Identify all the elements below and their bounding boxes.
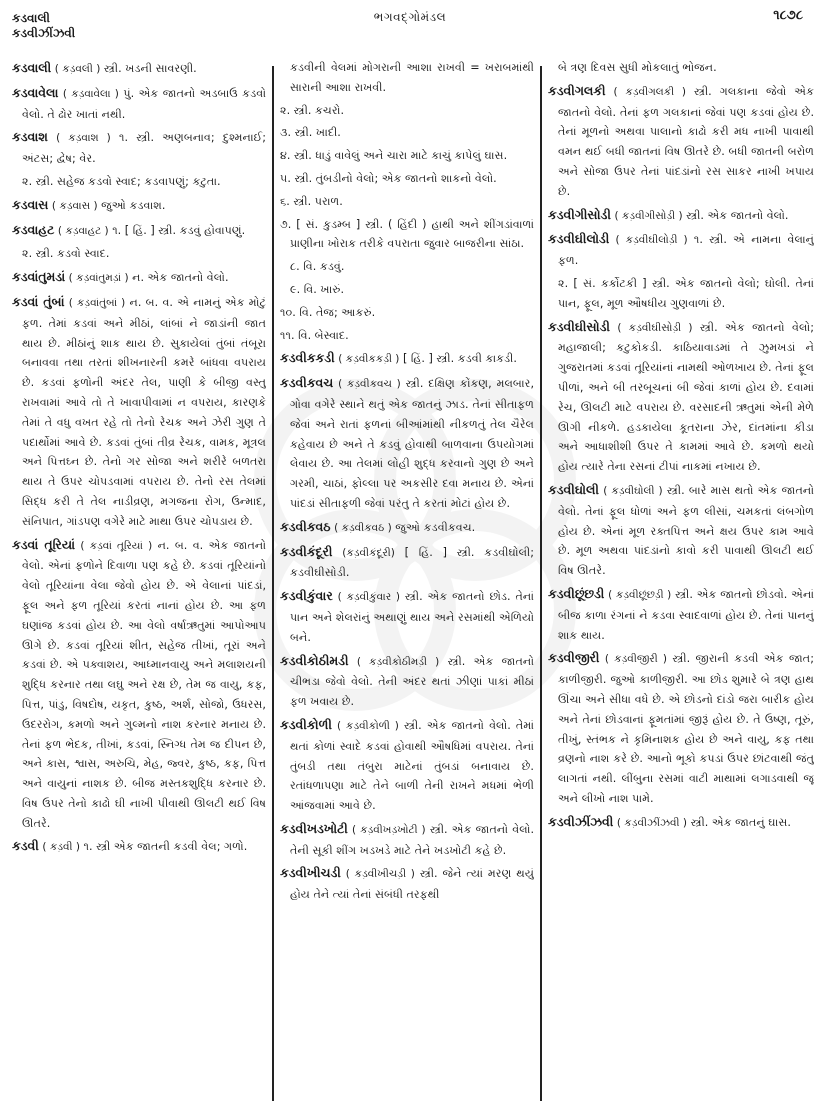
definition: જુઓ કડવાશ. [101,198,166,212]
definition: જુઓ કડવીકવચ. [395,520,476,534]
headword: કડવીકોળી [280,716,332,732]
pronunciation: ( કડ઼વી ) [42,841,80,854]
headword: કડવીકંદૂરી [280,543,333,559]
sub-sense: ૨. સ્ત્રી. કડવો સ્વાદ. [22,247,110,261]
headword: કડવાલી [12,60,52,75]
definition: સ્ત્રી. જીરાની કડવી એક જાત; કાળીજીરી. જુઓ કાળીજીરી. આ છોડ શુમારે બે ત્રણ હાથ ઊંચા અને સીધા વધે છે. એ છોડનો દાંડો જરા બારીક હોય અને તેનાં છોડવાનાં ફૂમતાંમાં જીરૂં હોય છે. તે ઉષ્ણ, તૂરું, તીખું, સ્તંભક ને કૃમિનાશક હોય છે અને વાયુ, કફ તથા વ્રણનો નાશ કરે છે. આનો ભૂકો કપડાં ઉપર છાંટવાથી જંતુ લાગતાં નથી. લીંબુના રસમાં વાટી માથામાં લગાડવાથી જૂ અને લીખો નાશ પામે. [558,652,814,805]
headword: કડવાવેલા [12,84,59,100]
dictionary-columns [0,58,825,1105]
definition: ૧. સ્ત્રી. અણબનાવ; દુશ્મનાઈ; અંટસ; દ્વેષ; વેર. [22,131,266,166]
headword: કડવાં તૂરિયાં [12,536,76,552]
sub-sense: ૪. સ્ત્રી. ધાડું વાવેલું અને ચારા માટે કાચું કાપેલું ઘાસ. [280,149,508,163]
pronunciation: ( કડ઼વીકોળી ) [336,719,399,732]
dictionary-entry [548,812,814,834]
definition: સ્ત્રી. એક જાતનો ચીભડા જેવો વેલો. તેની અંદર થતાં ઝીણાં પાકાં મીઠાં ફળ ખવાય છે. [290,654,534,709]
definition: ૧. સ્ત્રી એક જાતની કડવી વેલ; ગળો. [83,840,248,854]
definition: પું. એક જાતનો અડબાઉ કડવો વેલો. તે ઢોર ખાતાં નથી. [22,86,266,121]
definition: સ્ત્રી. એક જાતનો વેલો. તેમાં થતાં કોળાં સ્વાદે કડવાં હોવાથી ઔષધિમાં વપરાય. તેનાં તુંબડી તથા તંબુરા માટેનાં તુંબડાં બનાવાય છે. રતાંધળાપણા માટે તેને બાળી તેની રાખને મધમાં ભેળી આંજવામાં આવે છે. [290,718,534,813]
definition: સ્ત્રી. એક જાતનો વેલો; મહાજાલી; કટુકોકડી. કાઠિયાવાડમાં તે ઝુમખડાં ને ગુજરાતમાં કડવાં તૂરિયાંનાં નામથી ઓળખાય છે. તેનાં ફૂલ પીળાં, અને બી તરબૂચનાં બી જેવાં કાળાં હોય છે. દવામાં રેચ, ઊલટી માટે વપરાય છે. વરસાદની ઋતુમાં એની મેળે ઊગી નીકળે. હડકાયેલા કૂતરાના ઝેર, દાંતમાંના કીડા અને આધાશીશી ઉપર તે કામમાં આવે છે. કમળો થયો હોય ત્યારે તેના રસનાં ટીપાં નાકમાં નખાય છે. [558,320,814,474]
column-2 [280,58,534,1098]
headword: કડવીકુંવાર [280,588,333,604]
dictionary-entry [12,127,266,169]
pronunciation: ( કડ઼વાંતુંબાં ) [68,296,126,309]
definition: સ્ત્રી. બારે માસ થતો એક જાતનો વેલો. તેનાં ફૂલ ધોળાં અને ફળ લીસાં, ચમકતાં લંબગોળ હોય છે. એનાં મૂળ રક્તપિત્ત અને ક્ષય ઉપર કામ આવે છે. મૂળ અથવા પાંદડાંનો કાવો કરી પાવાથી ઊલટી થઈ વિષ ઊતરે. [558,483,814,578]
dictionary-entry [280,715,534,816]
column-3 [548,58,814,1098]
dictionary-entry [12,267,266,289]
dictionary-entry [548,229,814,271]
sub-sense: ૮. વિ. કડવું. [290,260,345,274]
pronunciation: ( કડ઼વલી ) [54,63,101,75]
dictionary-entry [548,584,814,645]
sub-sense: ૧૧. વિ. બેસ્વાદ. [280,328,349,342]
page-number: ૧૮૭૮ [773,8,803,23]
pronunciation: ( કડ઼વીઘીસોડ઼ી ) [617,321,693,334]
definition: [ હિં. ] સ્ત્રી. કડવીઘોલી; કડવીઘીસોડી. [290,545,534,580]
dictionary-entry [548,81,814,202]
guide-word-last: કડવીઝીંઝવી [12,26,76,40]
headword: કડવીકવઠ [280,518,331,534]
pronunciation: ( કડ઼વીકોઠીમડ઼ી ) [356,655,440,668]
dictionary-entry [12,836,266,858]
continued-definition: કડવીની વેલમાં મોગરાની આશા રાખવી = ખરાબમાંથી સારાની આશા રાખવી. [290,61,534,94]
pronunciation: ( કડ઼વીકકડ઼ી ) [338,353,400,366]
page-header [0,0,825,56]
dictionary-entry [12,195,266,217]
dictionary-entry [12,292,266,532]
pronunciation: (કડ઼વીકંદૂરી) [342,546,395,559]
headword: કડવી [12,838,39,854]
book-title: ભગવદ્ગોમંડલ [373,10,447,24]
headword: કડવીકકડી [280,350,335,366]
definition: સ્ત્રી. એક જાતનો છોડવો. એનાં બીજ કાળા રંગનાં ને કડવા સ્વાદવાળાં હોય છે. તેનાં પાનનું શાક થાય. [558,587,814,642]
sub-sense: ૯. વિ. ખારું. [290,282,345,296]
pronunciation: ( કડ઼વાશ ) [56,132,111,145]
sub-sense: ૫. સ્ત્રી. તુંબડીનો વેલો; એક જાતનો શાકનો વેલો. [280,171,497,185]
sub-sense: ૧૦. વિ. તેજ; આકરું. [280,305,376,319]
pronunciation: ( કડ઼વીકુંવાર ) [337,591,400,604]
headword: કડવીછૂંછડી [548,585,605,601]
sub-sense: ૬. સ્ત્રી. પરાળ. [280,194,343,208]
sub-sense: ૩. સ્ત્રી. ખાદી. [280,126,341,140]
pronunciation: ( કડ઼વીગીસોડ઼ી ) [614,209,683,222]
headword: કડવીગીસોડી [548,206,611,222]
dictionary-entry [548,205,814,227]
definition: ન. બ. વ. એક જાતનો વેલો. એનાં ફળોને દિવાળા પણ કહે છે. કડવાં તૂરિયાંનો વેલો તૂરિયાંના વેલા જેવો હોય છે. એ વેલાનાં પાંદડાં, ફૂલ અને ફળ તૂરિયાં કરતાં નાનાં હોય છે. આ ફળ ઘણાંજ કડવાં હોય છે. આ વેલો વર્ષાઋતુમાં આપોઆપ ઊગે છે. કડવાં તૂરિયાં શીત, સહેજ તીખાં, તૂરાં અને કડવાં છે. એ પક્વાશય, આધ્માનવાયુ અને મલાશયની શુદ્ધિ કરનાર તથા લઘુ અને રક્ષ છે, તેમ જ વાયુ, કફ, પિત્ત, પાંડુ, વિષદોષ, યકૃત, કુષ્ઠ, અર્શ, સોજો, ઉધરસ, ઉદરરોગ, કમળો અને ગુલ્મનો નાશ કરનાર મનાય છે. તેનાં ફળ ભેદક, તીખાં, કડવાં, સ્નિગ્ધ તેમ જ દીપન છે, અને કાસ, શ્વાસ, અરુચિ, મેહ, જ્વર, કુષ્ઠ, કફ, પિત્ત અને વાયુનાં નાશક છે. બીજ મસ્તકશુદ્ધિ કરનાર છે. વિષ ઉપર તેનો કાઢો ઘી નાખી પીવાથી ઊલટી થઈ વિષ ઊતરે. [22,538,266,830]
definition: ન. બ. વ. એ નામનું એક મોટું ફળ. તેમાં કડવાં અને મીઠાં, લાંબાં ને જાડાંની જાત થાય છે. મીઠાંનું શાક થાય છે. સુકાયેલાં તુંબાં તંબૂરા બનાવવા તથા તરતાં શીખનારની કમરે બાંધવા વપરાય છે. કડવાં ફળોની અંદર તેલ, પાણી કે બીજી વસ્તુ રાખવામાં આવે તો તે ખાવાપીવામાં ન વપરાય, કારણકે તેમાં તે વધુ વખત રહે તો તેનો રેચક અને ઝેરી ગુણ તે પદાર્થોમાં આવે છે. કડવાં તુંબાં તીવ્ર રેચક, વામક, મૂત્રલ અને પિત્તઘ્ન છે. તેનો ગર સોજા અને શરીરે બળતરા થાય તે ઉપર ચોપડવામાં વપરાય છે. તેનો રસ તેલમાં સિદ્ધ કરી તે તેલ નાડીવ્રણ, મગજના રોગ, ઉન્માદ, સંનિપાત, ગાંડપણ વગેરે માટે માથા ઉપર ચોપડાય છે. [22,295,266,528]
column-divider [540,66,542,1101]
definition: સ્ત્રી. એક જાતનું ઘાસ. [690,815,791,829]
pronunciation: ( કડ઼વીઝીંઝવી ) [616,816,687,829]
headword: કડવાં તુંબાં [12,293,65,309]
headword: કડવીઘોલી [548,481,599,497]
headword: કડવીખડખોટી [280,820,348,836]
sub-sense: ૭. [ સં. કુડમ્બ ] સ્ત્રી. ( હિંદી ) હાથી અને શીંગડાંવાળાં પ્રાણીના ખોરાક તરીકે વપરાતા જુવાર બાજરીના સાંઠા. [280,217,534,251]
definition: સ્ત્રી. ગલકાના જેવો એક જાતનો વેલો. તેનાં ફળ ગલકાનાં જેવાં પણ કડવાં હોય છે. તેનાં મૂળનો અથવા પાલાનો કાઢો કરી મધ નાખી પાવાથી વમન થઈ બધી જાતનાં વિષ ઊતરે છે. બધી જાતની બરોળ અને સોજા ઉપર તેનાં પાંદડાંનો રસ સાકર નાખી ખપાય છે. [558,84,814,198]
pronunciation: ( કડ઼વાસ ) [51,199,98,212]
pronunciation: ( કડ઼વીજીરી ) [604,653,667,666]
pronunciation: ( કડ઼વાહટ ) [57,224,109,237]
headword: કડવાશ [12,129,48,145]
definition: સ્ત્રી. દક્ષિણ કોંકણ, મલબાર, ગોવા વગેરે સ્થાને થતું એક જાતનું ઝાડ. તેનાં સીતાફળ જેવાં અને રાતાં ફળનાં બીઆંમાંથી નીકળતું તેલ ચૈરેલ કહેવાય છે અને તે કડવું હોવાથી બાળવાના ઉપયોગમાં લેવાય છે. આ તેલમાં લોહી શુદ્ધ કરવાનો ગુણ છે અને ગરમી, ચાઠાં, ફોલ્લા પર અકસીર દવા મનાય છે. એનાં પાંદડાં સીતાફળી જેવાં પરંતુ તે કરતાં મોટાં હોય છે. [290,377,534,510]
sub-sense: ૨. સ્ત્રી. સહેજ કડવો સ્વાદ; કડવાપણું; કટુતા. [22,174,221,188]
headword: કડવાસ [12,196,49,212]
dictionary-entry [280,586,534,647]
dictionary-entry [548,480,814,581]
headword: કડવાંતુમડાં [12,269,66,285]
column-1 [12,58,266,1098]
definition: સ્ત્રી. ખડની સાવરણી. [103,62,197,75]
pronunciation: ( કડ઼વીગલકી ) [613,85,686,98]
guide-word-first: કડવાલી [12,11,50,25]
headword: કડવીઘીસોડી [548,318,610,334]
pronunciation: ( કડ઼વાવેલા ) [62,87,119,100]
definition: ૧. સ્ત્રી. એ નામના વેલાનું ફળ. [558,233,814,268]
dictionary-entry [548,317,814,477]
pronunciation: ( કડ઼વાંતુમડ઼ાં ) [68,272,129,285]
continued-definition: બે ત્રણ દિવસ સુધી મોકલાતું ભોજન. [558,61,717,74]
dictionary-entry [12,535,266,834]
definition: [ હિં. ] સ્ત્રી. કડવી કાકડી. [402,352,517,366]
definition: ન. એક જાતનો વેલો. [132,271,229,285]
dictionary-entry [12,83,266,125]
pronunciation: ( કડ઼વીઘીલોડ઼ી ) [615,234,688,247]
headword: કડવીઘીલોડી [548,231,610,247]
headword: કડવીઝીંઝવી [548,813,614,829]
column-divider [272,66,274,1101]
pronunciation: ( કડ઼વીકવચ ) [338,378,401,391]
definition: સ્ત્રી. જેને ત્યાં મરણ થયું હોય તેને ત્યાં તેનાં સંબંધી તરફથી [290,867,534,902]
sub-sense: ૨. સ્ત્રી. કચરો. [280,103,344,117]
pronunciation: ( કડ઼વાં તૂરિયાં ) [80,539,153,552]
definition: ૧. [ હિં. ] સ્ત્રી. કડવું હોવાપણું. [112,223,246,237]
headword: કડવીગલકી [548,82,606,98]
dictionary-entry [280,348,534,370]
dictionary-entry [548,648,814,808]
pronunciation: ( કડ઼વીછૂંછડ઼ી ) [608,588,672,601]
headword: કડવીખીચડી [280,865,341,881]
dictionary-entry [12,58,266,80]
pronunciation: ( કડ઼વીખીચડ઼ી ) [345,868,415,881]
dictionary-entry [280,863,534,905]
pronunciation: ( કડ઼વીઘોલી ) [603,484,663,497]
headword: કડવીકોઠીમડી [280,652,349,668]
dictionary-entry [280,651,534,712]
pronunciation: ( કડ઼વીકવઠ ) [334,521,392,534]
definition: સ્ત્રી. એક જાતનો વેલો. [686,208,789,222]
dictionary-entry [12,220,266,242]
sub-sense: ૨. [ સં. કર્કોટકી ] સ્ત્રી. એક જાતનો વેલો; ઘોલી. તેનાં પાન, ફૂલ, મૂળ ઔષધીય ગુણવાળાં છે. [558,276,814,310]
headword: કડવીકવચ [280,375,334,391]
definition: સ્ત્રી. એક જાતનો છોડ. તેનાં પાન અને શેલરાંનું અથાણું થાય અને રસમાંથી એળિયો બને. [290,590,534,644]
dictionary-entry [280,542,534,584]
dictionary-entry [280,517,534,539]
headword: કડવાહટ [12,221,55,237]
dictionary-entry [280,373,534,514]
definition: સ્ત્રી. એક જાતનો વેલો. તેની સૂકી શીંગ ખડખડે માટે તેને ખડખોટી કહે છે. [290,822,534,857]
headword: કડવીજીરી [548,650,600,666]
dictionary-entry [280,819,534,861]
pronunciation: ( કડ઼વીખડ઼ખોટી ) [352,823,426,836]
